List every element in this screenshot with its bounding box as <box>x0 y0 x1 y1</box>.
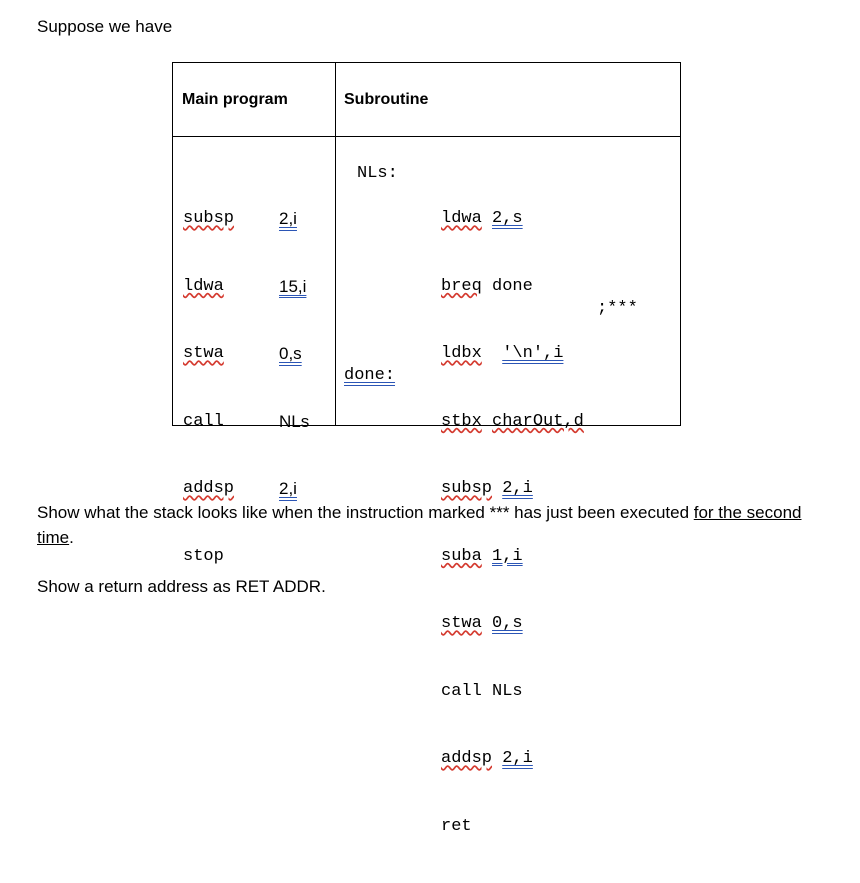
code-arg: done <box>492 276 533 296</box>
code-op: suba <box>441 546 482 566</box>
code-op: addsp <box>183 479 235 498</box>
code-arg: '\n',i <box>502 344 564 363</box>
code-op: subsp <box>183 209 235 228</box>
code-arg: 1,i <box>492 546 523 566</box>
code-op: ldbx <box>441 344 482 363</box>
code-op: subsp <box>441 479 493 498</box>
main-program-header: Main program <box>182 91 288 108</box>
subroutine-header: Subroutine <box>344 91 429 108</box>
column-divider <box>335 63 336 425</box>
nls-label: NLs: <box>357 164 398 183</box>
question-text: Show what the stack looks like when the instruction marked *** has just been executed for the second time. <box>37 503 802 547</box>
code-op: breq <box>441 276 482 296</box>
code-arg: 0,s <box>492 614 523 633</box>
emphasis-underline: for the second time <box>37 503 802 547</box>
code-arg: NLs <box>492 681 523 701</box>
header-divider <box>173 136 680 137</box>
code-arg: 2,i <box>502 749 533 768</box>
code-op: addsp <box>441 749 493 768</box>
marker-comment: ;*** <box>597 299 638 318</box>
code-op: stwa <box>441 614 482 633</box>
intro-text: Suppose we have <box>37 17 173 36</box>
code-arg: charOut,d <box>492 411 584 431</box>
code-op: stbx <box>441 411 482 431</box>
code-arg: 2,i <box>279 479 297 498</box>
code-arg: NLs <box>279 411 310 431</box>
code-op: call <box>441 681 482 701</box>
code-arg: 15,i <box>279 276 307 296</box>
code-op: ldwa <box>183 276 224 296</box>
code-arg: 2,s <box>492 209 523 228</box>
done-label: done: <box>344 366 396 385</box>
code-arg: 0,s <box>279 344 302 363</box>
code-arg: 2,i <box>279 209 297 228</box>
code-op: ret <box>441 816 472 836</box>
code-op: stop <box>183 546 224 566</box>
code-op: ldwa <box>441 209 482 228</box>
code-arg: 2,i <box>502 479 533 498</box>
code-op: stwa <box>183 344 224 363</box>
note-text: Show a return address as RET ADDR. <box>37 577 326 596</box>
code-op: call <box>183 411 224 431</box>
